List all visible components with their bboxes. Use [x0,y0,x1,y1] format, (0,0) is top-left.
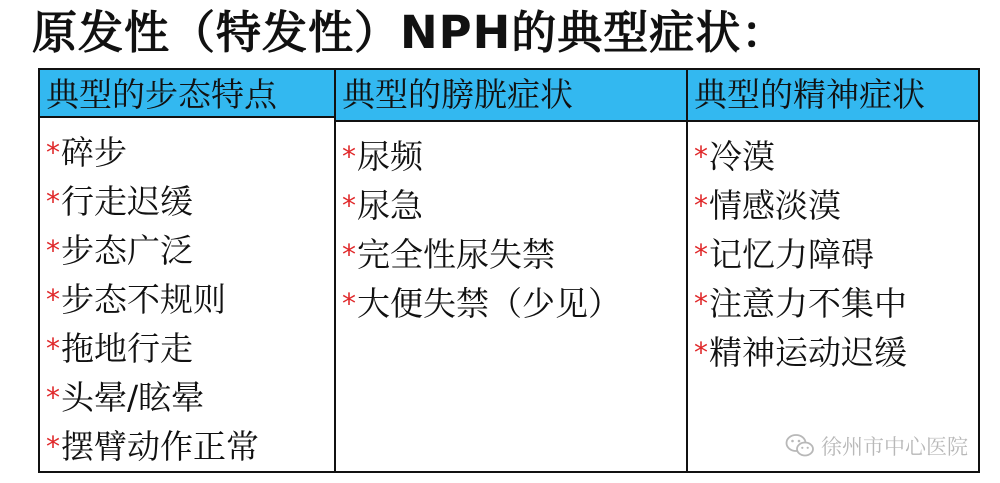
asterisk-bullet-icon: * [694,238,708,271]
symptom-text: 尿频 [357,137,423,176]
symptom-list [40,118,334,471]
asterisk-bullet-icon: * [46,283,60,316]
symptom-text: 碎步 [61,133,127,172]
symptom-item [342,230,686,279]
asterisk-bullet-icon: * [46,234,60,267]
column-gait [40,70,334,471]
column-bladder [334,70,686,471]
slide-title: 原发性（特发性）NPH的典型症状： [32,6,788,59]
column-header: 典型的精神症状 [688,70,978,122]
asterisk-bullet-icon: * [342,287,356,320]
symptom-item [46,275,334,324]
symptom-text: 完全性尿失禁 [357,235,555,274]
symptom-item [694,230,978,279]
symptom-text: 大便失禁（少见） [357,284,621,323]
wechat-icon [785,433,815,459]
column-mental [686,70,978,471]
symptom-item [46,128,334,177]
asterisk-bullet-icon: * [342,140,356,173]
symptom-text: 步态广泛 [61,231,193,270]
symptom-text: 冷漠 [709,137,775,176]
symptom-item [694,328,978,377]
asterisk-bullet-icon: * [694,189,708,222]
symptom-item [46,422,334,471]
asterisk-bullet-icon: * [46,185,60,218]
symptom-text: 精神运动迟缓 [709,333,907,372]
symptom-item [342,181,686,230]
symptom-item [694,132,978,181]
symptom-item [694,181,978,230]
column-header: 典型的膀胱症状 [336,70,686,122]
asterisk-bullet-icon: * [46,136,60,169]
column-header: 典型的步态特点 [40,70,334,118]
asterisk-bullet-icon: * [46,332,60,365]
watermark [785,431,968,461]
symptom-item [46,226,334,275]
symptom-list [688,122,978,377]
symptom-item [46,177,334,226]
symptom-item [342,279,686,328]
symptom-item [46,324,334,373]
asterisk-bullet-icon: * [342,189,356,222]
symptom-item [694,279,978,328]
symptom-text: 情感淡漠 [709,186,841,225]
symptom-text: 拖地行走 [61,329,193,368]
symptom-text: 尿急 [357,186,423,225]
asterisk-bullet-icon: * [46,381,60,414]
asterisk-bullet-icon: * [342,238,356,271]
symptom-text: 头晕/眩晕 [61,378,205,417]
symptom-text: 步态不规则 [61,280,226,319]
asterisk-bullet-icon: * [694,287,708,320]
symptom-table [38,68,980,473]
symptom-item [46,373,334,422]
symptom-list [336,122,686,328]
symptom-text: 行走迟缓 [61,182,193,221]
asterisk-bullet-icon: * [694,336,708,369]
symptom-text: 摆臂动作正常 [61,427,259,466]
symptom-text: 记忆力障碍 [709,235,874,274]
watermark-text: 徐州市中心医院 [821,435,968,459]
symptom-text: 注意力不集中 [709,284,907,323]
asterisk-bullet-icon: * [46,430,60,463]
asterisk-bullet-icon: * [694,140,708,173]
symptom-item [342,132,686,181]
